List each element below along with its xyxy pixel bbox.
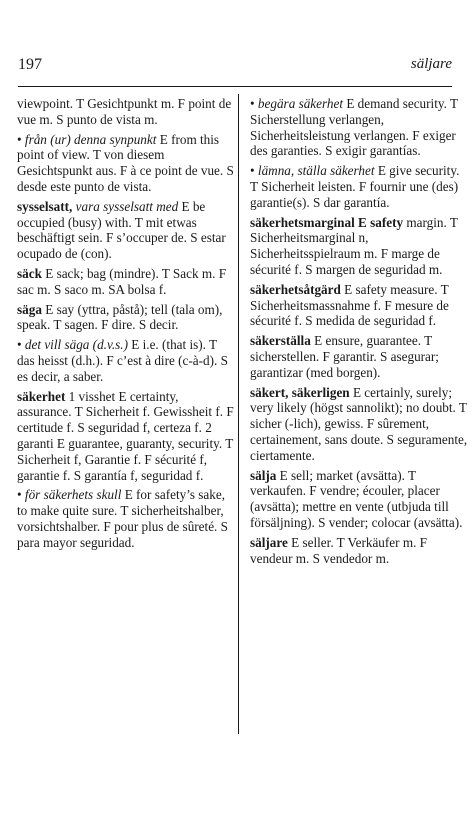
page-number: 197 bbox=[18, 56, 42, 73]
headword: sälja bbox=[250, 467, 277, 483]
bullet-marker: • bbox=[17, 337, 25, 353]
page-header bbox=[18, 56, 452, 76]
dictionary-entry bbox=[250, 282, 468, 329]
entry-text: E i.e. (that is). T das heisst (d.h.). F c’est à dire (c-à-d). S es decir, a saber. bbox=[17, 337, 228, 384]
dictionary-entry bbox=[17, 337, 235, 384]
dictionary-entry bbox=[250, 163, 468, 210]
entry-text: viewpoint. T Gesichtpunkt m. F point de vue m. S punto de vista m. bbox=[17, 96, 232, 127]
header-rule bbox=[18, 86, 452, 87]
headword-variant: vara sysselsatt med bbox=[72, 198, 179, 214]
headword: sysselsatt, bbox=[17, 198, 73, 214]
headword: säljare bbox=[250, 534, 288, 550]
bullet-marker: • bbox=[250, 163, 258, 179]
dictionary-entry bbox=[250, 333, 468, 380]
right-column bbox=[250, 96, 468, 570]
dictionary-entry bbox=[17, 389, 235, 484]
example-phrase: lämna, ställa säkerhet bbox=[257, 163, 375, 179]
dictionary-entry bbox=[17, 199, 235, 262]
entry-text: 1 visshet E certainty, assurance. T Sicherheit f. Gewissheit f. F certitude f. S seguridad f, certeza f. 2 garanti E guarantee, guaranty, security. T Sicherheit f, Garantie f. F sécurité f, garantie f. S garantía f, seguridad f. bbox=[17, 388, 234, 483]
bullet-marker: • bbox=[17, 131, 25, 147]
dictionary-entry bbox=[17, 132, 235, 195]
dictionary-entry bbox=[250, 535, 468, 567]
headword: säga bbox=[17, 301, 42, 317]
example-phrase: från (ur) denna synpunkt bbox=[24, 131, 157, 147]
entry-text: E be occupied (busy) with. T mit etwas beschäftigt sein. F s’occuper de. S estar ocupado de (con). bbox=[17, 198, 226, 262]
entry-text: E for safety’s sake, to make quite sure. T sicherheitshalber, vorsichtshalber. F pour plus de sûreté. S para mayor seguridad. bbox=[17, 487, 228, 550]
entry-text: E demand security. T Sicherstellung verlangen, Sicherheitsleistung verlangen. F exiger des garanties. S exigir garantías. bbox=[250, 96, 458, 159]
headword: säkerställa bbox=[250, 333, 311, 349]
bullet-marker: • bbox=[250, 96, 258, 111]
example-phrase: för säkerhets skull bbox=[24, 487, 122, 503]
dictionary-entry bbox=[250, 385, 468, 464]
entry-text: margin. T Sicherheitsmarginal n, Sicherheitsspielraum m. F marge de sécurité f. S margen de seguridad m. bbox=[250, 214, 458, 277]
example-phrase: begära säkerhet bbox=[257, 96, 344, 111]
entry-text: E sell; market (avsätta). T verkaufen. F vendre; écouler, placer (avsätta); mettre en vente (utbjuda till försäljning). S vender; colocar (avsätta). bbox=[250, 467, 463, 530]
entry-text: E sack; bag (mindre). T Sack m. F sac m. S saco m. SA bolsa f. bbox=[17, 265, 227, 297]
dictionary-entry bbox=[17, 487, 235, 550]
left-column bbox=[17, 96, 235, 555]
example-phrase: det vill säga (d.v.s.) bbox=[24, 337, 128, 353]
running-head: säljare bbox=[410, 56, 452, 72]
column-divider bbox=[238, 94, 239, 734]
entry-text: E safety measure. T Sicherheitsmassnahme f. F mesure de sécurité f. S medida de seguridad f. bbox=[250, 281, 449, 329]
entry-text: E seller. T Verkäufer m. F vendeur m. S vendedor m. bbox=[250, 534, 428, 566]
entry-text: E say (yttra, påstå); tell (tala om), speak. T sagen. F dire. S decir. bbox=[17, 301, 223, 333]
headword: säkerhetsåtgärd bbox=[250, 281, 341, 297]
entry-text: E from this point of view. T von diesem Gesichtspunkt aus. F à ce point de vue. S desde este punto de vista. bbox=[17, 131, 234, 194]
dictionary-entry bbox=[250, 215, 468, 278]
bullet-marker: • bbox=[17, 487, 25, 503]
dictionary-entry bbox=[17, 302, 235, 334]
entry-text: E give security. T Sicherheit leisten. F fournir une (des) garantie(s). S dar garantía. bbox=[250, 163, 460, 210]
dictionary-entry bbox=[250, 96, 468, 159]
dictionary-entry bbox=[17, 96, 235, 128]
headword: säkerhetsmarginal E safety bbox=[250, 214, 404, 230]
dictionary-entry bbox=[250, 468, 468, 531]
headword: säkert, säkerligen bbox=[250, 384, 350, 400]
headword: säkerhet bbox=[17, 388, 66, 404]
dictionary-entry bbox=[17, 266, 235, 298]
entry-text: E certainly, surely; very likely (högst sannolikt); no doubt. T sicher (-lich), gewiss. F sûrement, certainement, sans doute. S seguramente, ciertamente. bbox=[250, 384, 468, 463]
headword: säck bbox=[17, 265, 42, 281]
entry-text: E ensure, guarantee. T sicherstellen. F garantir. S asegurar; garantizar (med borgen). bbox=[250, 333, 439, 380]
